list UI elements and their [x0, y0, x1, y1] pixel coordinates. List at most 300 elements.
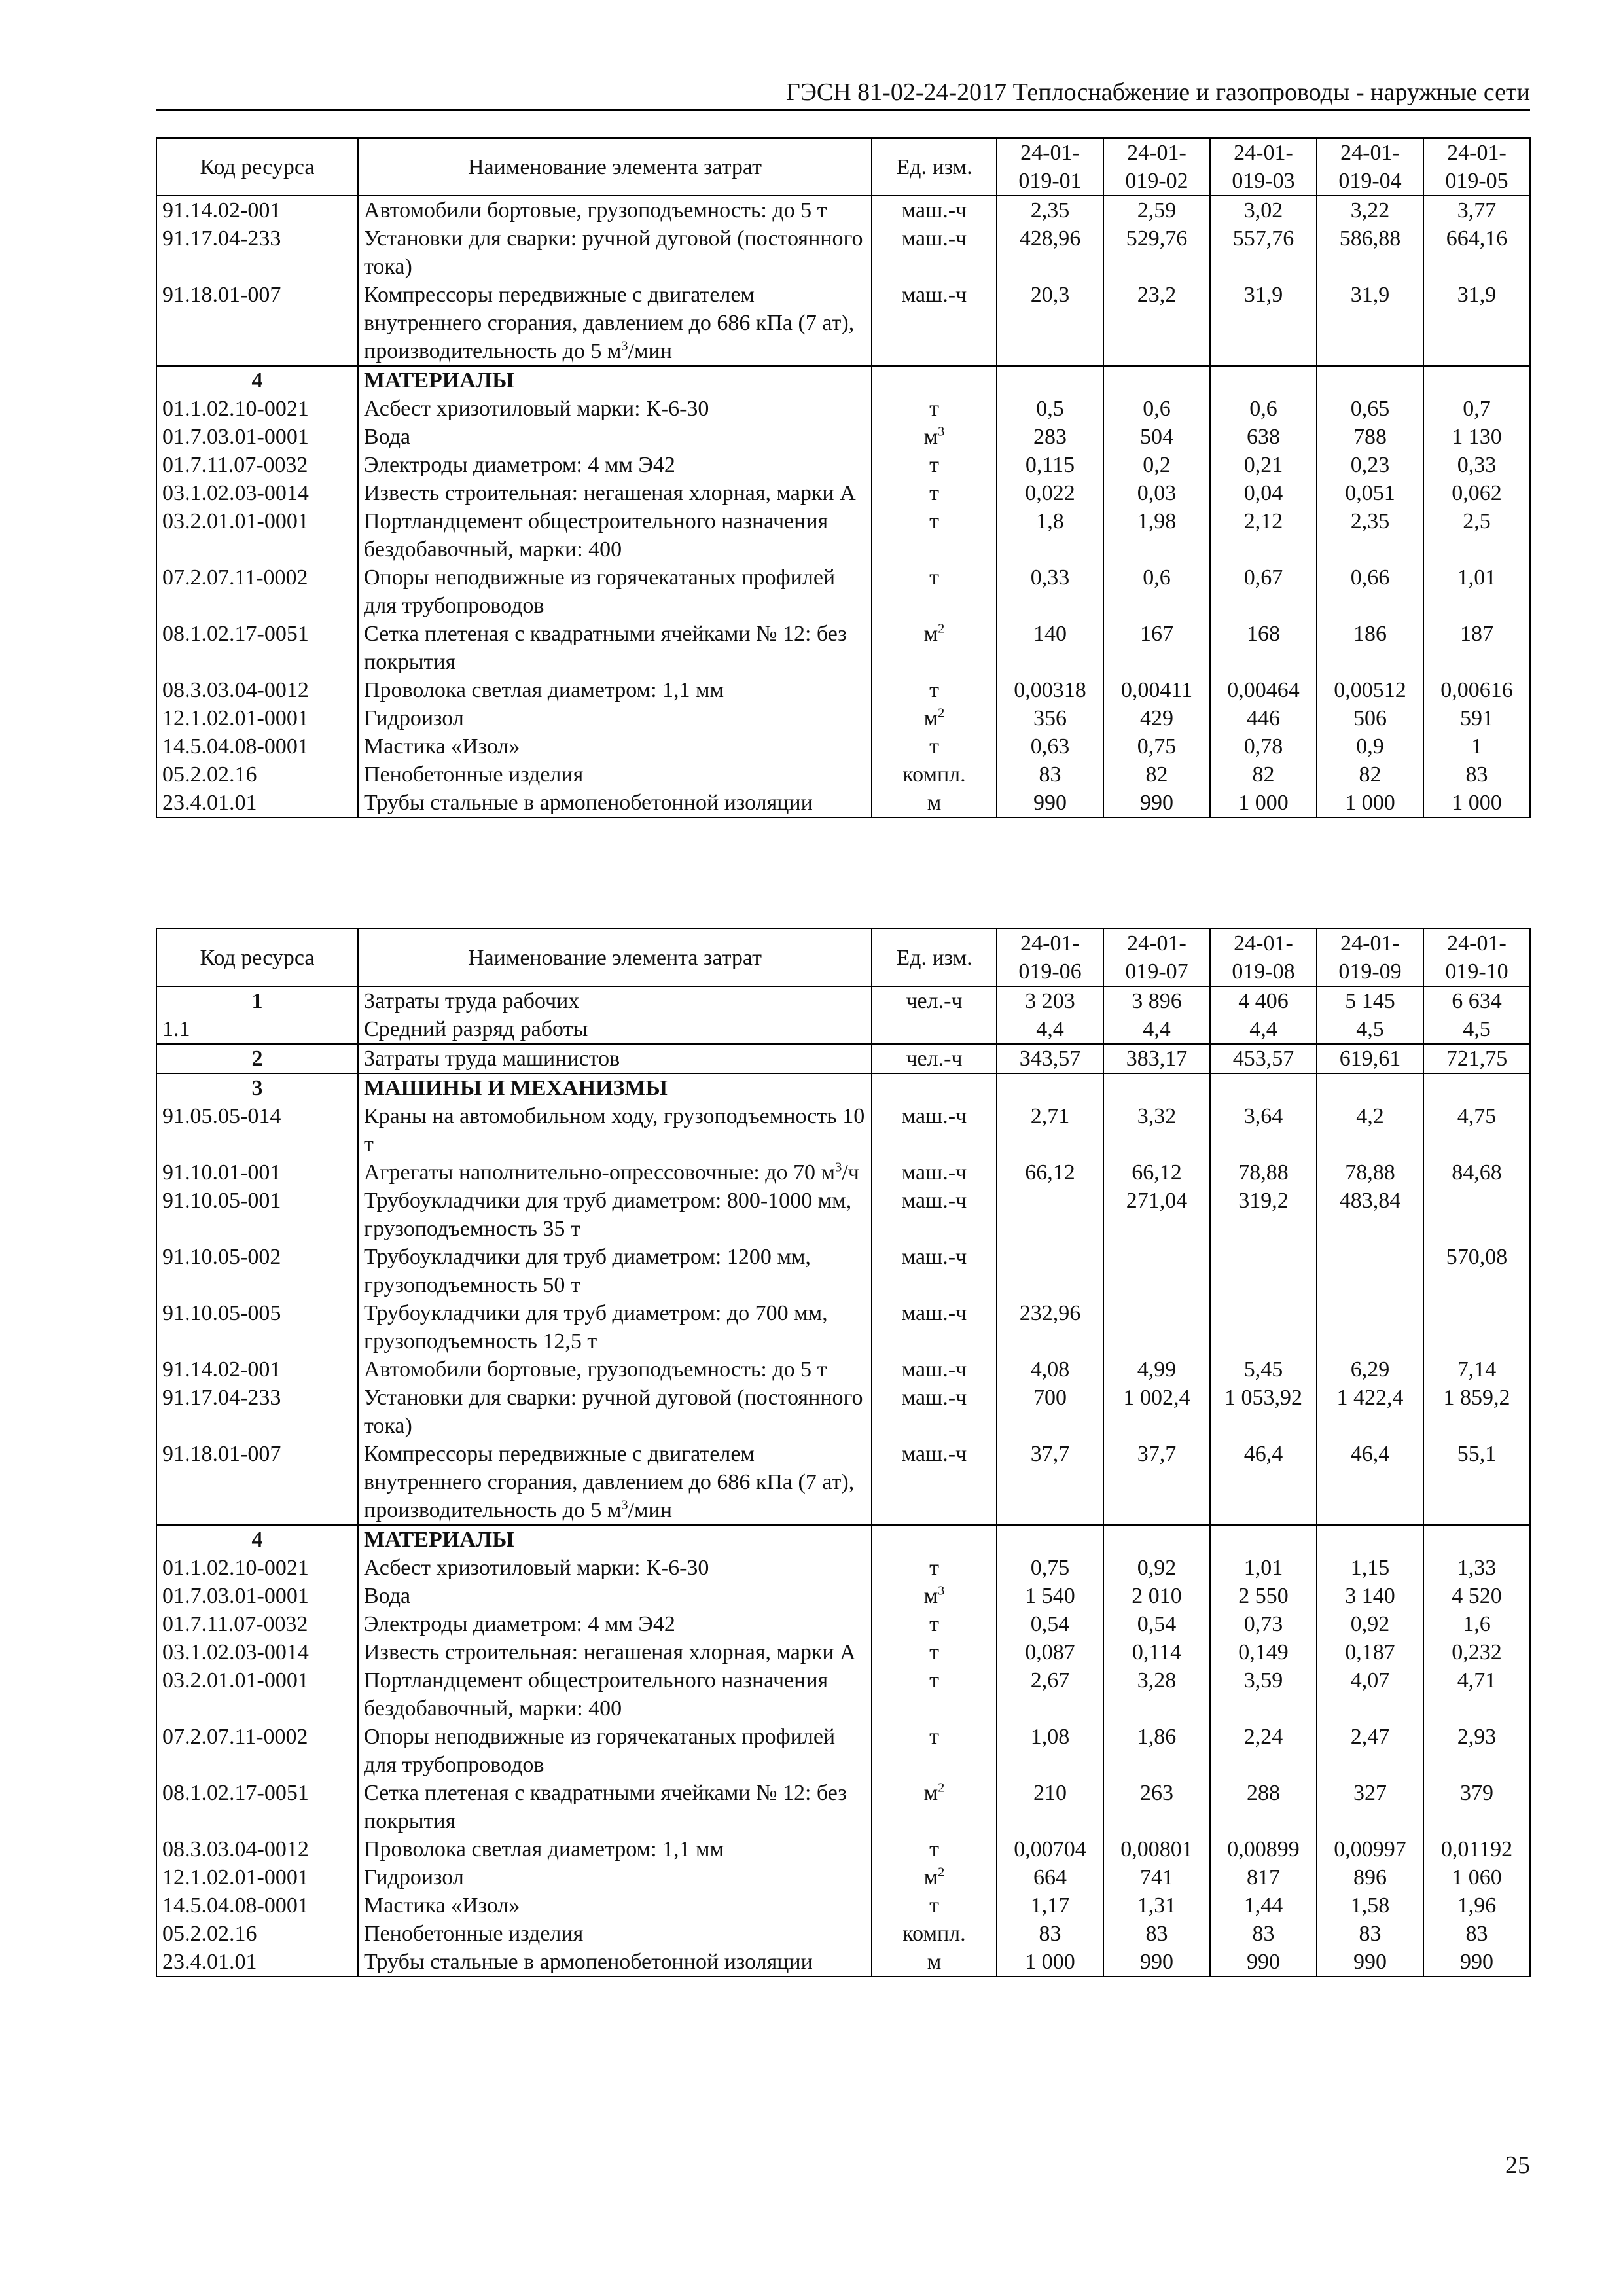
norm-value: 4,4	[997, 1015, 1103, 1044]
resource-unit: $м^2$	[872, 704, 997, 732]
resource-unit: т	[872, 1638, 997, 1666]
norm-value: 0,33	[997, 564, 1103, 620]
norm-value: 356	[997, 704, 1103, 732]
table-row	[156, 564, 1530, 620]
table-row	[156, 1666, 1530, 1723]
header-name: Наименование элемента затрат	[358, 929, 872, 986]
resource-name: Компрессоры передвижные с двигателем внутреннего сгорания, давлением до 686 кПа (7 ат), производительность до 5 $м^3$/мин	[358, 1440, 872, 1525]
norm-value: 446	[1210, 704, 1317, 732]
norm-value: 271,04	[1103, 1187, 1210, 1243]
norm-value	[1423, 1187, 1530, 1243]
resource-code: 03.1.02.03-0014	[156, 479, 358, 507]
norm-value: 2 550	[1210, 1582, 1317, 1610]
norm-value: 638	[1210, 423, 1317, 451]
norm-value: 591	[1423, 704, 1530, 732]
norm-value: 3,32	[1103, 1102, 1210, 1158]
norm-value: 0,33	[1423, 451, 1530, 479]
norm-value: 0,54	[1103, 1610, 1210, 1638]
table-row	[156, 1723, 1530, 1779]
header-norm-code: 24-01- 019-09	[1317, 929, 1423, 986]
table-row	[156, 789, 1530, 817]
resource-name: Установки для сварки: ручной дуговой (постоянного тока)	[358, 224, 872, 281]
norm-value: 0,232	[1423, 1638, 1530, 1666]
norm-value: 453,57	[1210, 1044, 1317, 1073]
resource-name: Сетка плетеная с квадратными ячейками № 12: без покрытия	[358, 1779, 872, 1835]
norm-value: 0,115	[997, 451, 1103, 479]
norm-value: 529,76	[1103, 224, 1210, 281]
resource-name: МАТЕРИАЛЫ	[358, 1525, 872, 1554]
norm-value: 1 000	[997, 1948, 1103, 1977]
norm-value: 1,8	[997, 507, 1103, 564]
norm-value: 1 002,4	[1103, 1384, 1210, 1440]
resource-code: 01.1.02.10-0021	[156, 1554, 358, 1582]
resource-name: Асбест хризотиловый марки: К-6-30	[358, 1554, 872, 1582]
resource-name: Портландцемент общестроительного назначения бездобавочный, марки: 400	[358, 1666, 872, 1723]
norm-value: 1,31	[1103, 1892, 1210, 1920]
norm-value: 0,75	[1103, 732, 1210, 761]
resource-unit: маш.-ч	[872, 196, 997, 224]
resource-table-1	[156, 137, 1531, 818]
norm-value	[1317, 1525, 1423, 1554]
norm-value: 7,14	[1423, 1355, 1530, 1384]
norm-value: 664	[997, 1863, 1103, 1892]
norm-value: 83	[1423, 761, 1530, 789]
norm-value	[997, 1243, 1103, 1299]
resource-name: Вода	[358, 1582, 872, 1610]
norm-value: 3 140	[1317, 1582, 1423, 1610]
norm-value: 2,93	[1423, 1723, 1530, 1779]
norm-value: 0,00464	[1210, 676, 1317, 704]
header-norm-code: 24-01- 019-08	[1210, 929, 1317, 986]
resource-unit: м	[872, 1948, 997, 1977]
norm-value: 83	[997, 761, 1103, 789]
resource-name: Электроды диаметром: 4 мм Э42	[358, 451, 872, 479]
norm-value: 1 000	[1210, 789, 1317, 817]
norm-value: 210	[997, 1779, 1103, 1835]
resource-unit: т	[872, 1666, 997, 1723]
resource-unit: т	[872, 479, 997, 507]
norm-value: 586,88	[1317, 224, 1423, 281]
resource-name: Автомобили бортовые, грузоподъемность: до 5 т	[358, 196, 872, 224]
norm-value: 66,12	[1103, 1158, 1210, 1187]
table-row	[156, 1948, 1530, 1977]
resource-name: Установки для сварки: ручной дуговой (постоянного тока)	[358, 1384, 872, 1440]
resource-code: 03.1.02.03-0014	[156, 1638, 358, 1666]
norm-value: 78,88	[1317, 1158, 1423, 1187]
norm-value: 1,6	[1423, 1610, 1530, 1638]
norm-value: 3,22	[1317, 196, 1423, 224]
resource-unit: маш.-ч	[872, 281, 997, 366]
table-row	[156, 1638, 1530, 1666]
table-row	[156, 1158, 1530, 1187]
table-row	[156, 1299, 1530, 1355]
norm-value	[1423, 1073, 1530, 1102]
resource-name: Затраты труда рабочих	[358, 986, 872, 1015]
resource-name: Опоры неподвижные из горячекатаных профилей для трубопроводов	[358, 1723, 872, 1779]
norm-value: 1,86	[1103, 1723, 1210, 1779]
resource-name: Опоры неподвижные из горячекатаных профилей для трубопроводов	[358, 564, 872, 620]
resource-unit	[872, 1073, 997, 1102]
norm-value: 721,75	[1423, 1044, 1530, 1073]
resource-unit: маш.-ч	[872, 1187, 997, 1243]
resource-name: Трубоукладчики для труб диаметром: 800-1000 мм, грузоподъемность 35 т	[358, 1187, 872, 1243]
norm-value: 0,6	[1210, 395, 1317, 423]
table-row	[156, 1610, 1530, 1638]
norm-value	[1317, 1299, 1423, 1355]
norm-value: 66,12	[997, 1158, 1103, 1187]
norm-value: 1,44	[1210, 1892, 1317, 1920]
norm-value: 1 000	[1317, 789, 1423, 817]
norm-value: 0,00616	[1423, 676, 1530, 704]
resource-name: Компрессоры передвижные с двигателем внутреннего сгорания, давлением до 686 кПа (7 ат), производительность до 5 $м^3$/мин	[358, 281, 872, 366]
resource-name: Пенобетонные изделия	[358, 761, 872, 789]
norm-value: 1,96	[1423, 1892, 1530, 1920]
resource-code: 4	[156, 366, 358, 395]
resource-code: 91.10.05-002	[156, 1243, 358, 1299]
norm-value: 619,61	[1317, 1044, 1423, 1073]
resource-code: 07.2.07.11-0002	[156, 564, 358, 620]
resource-code: 01.7.11.07-0032	[156, 1610, 358, 1638]
resource-unit: чел.-ч	[872, 986, 997, 1015]
norm-value: 0,9	[1317, 732, 1423, 761]
norm-value: 1	[1423, 732, 1530, 761]
table-row	[156, 732, 1530, 761]
norm-value: 0,78	[1210, 732, 1317, 761]
norm-value: 383,17	[1103, 1044, 1210, 1073]
norm-value: 4,99	[1103, 1355, 1210, 1384]
norm-value	[1103, 1525, 1210, 1554]
norm-value: 1,15	[1317, 1554, 1423, 1582]
norm-value: 4,4	[1103, 1015, 1210, 1044]
norm-value: 570,08	[1423, 1243, 1530, 1299]
resource-code: 08.1.02.17-0051	[156, 620, 358, 676]
norm-value: 167	[1103, 620, 1210, 676]
header-norm-code: 24-01- 019-01	[997, 138, 1103, 196]
table-row	[156, 196, 1530, 224]
norm-value: 1,33	[1423, 1554, 1530, 1582]
norm-value	[1103, 1243, 1210, 1299]
norm-value: 0,2	[1103, 451, 1210, 479]
resource-code: 91.14.02-001	[156, 196, 358, 224]
resource-name: Пенобетонные изделия	[358, 1920, 872, 1948]
resource-unit: м	[872, 789, 997, 817]
resource-unit: т	[872, 451, 997, 479]
norm-value: 1 422,4	[1317, 1384, 1423, 1440]
resource-code: 08.1.02.17-0051	[156, 1779, 358, 1835]
norm-value: 990	[997, 789, 1103, 817]
norm-value: 4,2	[1317, 1102, 1423, 1158]
norm-value: 46,4	[1210, 1440, 1317, 1525]
table-row	[156, 1440, 1530, 1525]
norm-value: 0,75	[997, 1554, 1103, 1582]
resource-unit: $м^2$	[872, 620, 997, 676]
header-norm-code: 24-01- 019-06	[997, 929, 1103, 986]
resource-unit	[872, 1525, 997, 1554]
norm-value: 31,9	[1210, 281, 1317, 366]
table-row	[156, 761, 1530, 789]
resource-code: 05.2.02.16	[156, 761, 358, 789]
table-row	[156, 395, 1530, 423]
norm-value: 319,2	[1210, 1187, 1317, 1243]
norm-value	[1210, 366, 1317, 395]
norm-value: 1 060	[1423, 1863, 1530, 1892]
norm-value	[1103, 366, 1210, 395]
norm-value: 3,59	[1210, 1666, 1317, 1723]
resource-code: 14.5.04.08-0001	[156, 732, 358, 761]
norm-value: 6 634	[1423, 986, 1530, 1015]
norm-value: 2,24	[1210, 1723, 1317, 1779]
norm-value: 78,88	[1210, 1158, 1317, 1187]
norm-value	[1210, 1073, 1317, 1102]
norm-value: 1 053,92	[1210, 1384, 1317, 1440]
resource-code: 2	[156, 1044, 358, 1073]
resource-name: Известь строительная: негашеная хлорная, марки А	[358, 479, 872, 507]
norm-value: 483,84	[1317, 1187, 1423, 1243]
norm-value: 0,187	[1317, 1638, 1423, 1666]
norm-value	[997, 1073, 1103, 1102]
table-row	[156, 1582, 1530, 1610]
norm-value: 37,7	[997, 1440, 1103, 1525]
resource-unit: маш.-ч	[872, 1243, 997, 1299]
resource-unit: $м^2$	[872, 1779, 997, 1835]
resource-unit: т	[872, 1554, 997, 1582]
resource-name: Гидроизол	[358, 1863, 872, 1892]
norm-value: 1 130	[1423, 423, 1530, 451]
resource-code: 12.1.02.01-0001	[156, 704, 358, 732]
norm-value: 0,062	[1423, 479, 1530, 507]
norm-value: 0,00704	[997, 1835, 1103, 1863]
resource-unit: т	[872, 676, 997, 704]
resource-code: 4	[156, 1525, 358, 1554]
resource-name: Гидроизол	[358, 704, 872, 732]
norm-value	[1103, 1299, 1210, 1355]
resource-name: Затраты труда машинистов	[358, 1044, 872, 1073]
norm-value: 506	[1317, 704, 1423, 732]
norm-value: 186	[1317, 620, 1423, 676]
resource-unit: маш.-ч	[872, 1440, 997, 1525]
norm-value: 990	[1317, 1948, 1423, 1977]
norm-value: 0,92	[1317, 1610, 1423, 1638]
resource-name: Известь строительная: негашеная хлорная, марки А	[358, 1638, 872, 1666]
resource-code: 08.3.03.04-0012	[156, 1835, 358, 1863]
norm-value: 5,45	[1210, 1355, 1317, 1384]
norm-value	[1423, 366, 1530, 395]
resource-name: Мастика «Изол»	[358, 1892, 872, 1920]
norm-value	[1317, 1073, 1423, 1102]
resource-code: 14.5.04.08-0001	[156, 1892, 358, 1920]
norm-value: 896	[1317, 1863, 1423, 1892]
norm-value: 4 520	[1423, 1582, 1530, 1610]
norm-value: 817	[1210, 1863, 1317, 1892]
norm-value: 4,4	[1210, 1015, 1317, 1044]
table-row	[156, 620, 1530, 676]
resource-name: Автомобили бортовые, грузоподъемность: до 5 т	[358, 1355, 872, 1384]
norm-value: 1 859,2	[1423, 1384, 1530, 1440]
header-norm-code: 24-01- 019-10	[1423, 929, 1530, 986]
resource-unit: т	[872, 1892, 997, 1920]
norm-value	[1210, 1525, 1317, 1554]
norm-value: 82	[1103, 761, 1210, 789]
resource-unit: маш.-ч	[872, 1158, 997, 1187]
resource-code: 12.1.02.01-0001	[156, 1863, 358, 1892]
resource-name: Мастика «Изол»	[358, 732, 872, 761]
norm-value: 0,00411	[1103, 676, 1210, 704]
norm-value: 343,57	[997, 1044, 1103, 1073]
table-row	[156, 1355, 1530, 1384]
resource-unit	[872, 366, 997, 395]
table-row	[156, 224, 1530, 281]
norm-value: 3,77	[1423, 196, 1530, 224]
norm-value: 990	[1103, 1948, 1210, 1977]
norm-value: 4,5	[1317, 1015, 1423, 1044]
norm-value: 990	[1423, 1948, 1530, 1977]
norm-value: 1,98	[1103, 507, 1210, 564]
resource-unit: маш.-ч	[872, 1299, 997, 1355]
norm-value: 0,04	[1210, 479, 1317, 507]
norm-value: 0,051	[1317, 479, 1423, 507]
table-row	[156, 704, 1530, 732]
norm-value	[997, 1525, 1103, 1554]
header-unit: Ед. изм.	[872, 929, 997, 986]
resource-code: 91.18.01-007	[156, 1440, 358, 1525]
norm-value: 55,1	[1423, 1440, 1530, 1525]
norm-value	[1423, 1299, 1530, 1355]
norm-value: 1,01	[1210, 1554, 1317, 1582]
norm-value: 1,08	[997, 1723, 1103, 1779]
resource-name: Проволока светлая диаметром: 1,1 мм	[358, 676, 872, 704]
header-code: Код ресурса	[156, 138, 358, 196]
header-code: Код ресурса	[156, 929, 358, 986]
resource-unit: маш.-ч	[872, 224, 997, 281]
table-row	[156, 451, 1530, 479]
norm-value: 379	[1423, 1779, 1530, 1835]
resource-unit: маш.-ч	[872, 1102, 997, 1158]
resource-code: 23.4.01.01	[156, 1948, 358, 1977]
header-norm-code: 24-01- 019-03	[1210, 138, 1317, 196]
norm-value: 3,02	[1210, 196, 1317, 224]
norm-value: 429	[1103, 704, 1210, 732]
norm-value	[1103, 1073, 1210, 1102]
table-row	[156, 1554, 1530, 1582]
norm-value: 0,65	[1317, 395, 1423, 423]
resource-name: Трубоукладчики для труб диаметром: 1200 мм, грузоподъемность 50 т	[358, 1243, 872, 1299]
resource-code: 1.1	[156, 1015, 358, 1044]
norm-value: 84,68	[1423, 1158, 1530, 1187]
norm-value: 0,01192	[1423, 1835, 1530, 1863]
norm-value: 2,35	[1317, 507, 1423, 564]
section-row	[156, 1044, 1530, 1073]
table-row	[156, 1187, 1530, 1243]
norm-value: 0,7	[1423, 395, 1530, 423]
norm-value: 0,5	[997, 395, 1103, 423]
resource-code: 01.7.03.01-0001	[156, 1582, 358, 1610]
table-row	[156, 281, 1530, 366]
resource-unit	[872, 1015, 997, 1044]
norm-value: 1,17	[997, 1892, 1103, 1920]
resource-unit: маш.-ч	[872, 1355, 997, 1384]
norm-value: 0,00318	[997, 676, 1103, 704]
resource-unit: маш.-ч	[872, 1384, 997, 1440]
resource-unit: чел.-ч	[872, 1044, 997, 1073]
norm-value	[1210, 1243, 1317, 1299]
resource-name: Электроды диаметром: 4 мм Э42	[358, 1610, 872, 1638]
norm-value: 187	[1423, 620, 1530, 676]
norm-value: 168	[1210, 620, 1317, 676]
resource-code: 91.10.05-005	[156, 1299, 358, 1355]
resource-name: Краны на автомобильном ходу, грузоподъемность 10 т	[358, 1102, 872, 1158]
norm-value: 37,7	[1103, 1440, 1210, 1525]
norm-value: 0,149	[1210, 1638, 1317, 1666]
norm-value: 83	[1210, 1920, 1317, 1948]
resource-name: Портландцемент общестроительного назначения бездобавочный, марки: 400	[358, 507, 872, 564]
resource-code: 03.2.01.01-0001	[156, 507, 358, 564]
norm-value: 990	[1210, 1948, 1317, 1977]
norm-value: 4 406	[1210, 986, 1317, 1015]
norm-value: 1,01	[1423, 564, 1530, 620]
resource-name: Трубы стальные в армопенобетонной изоляции	[358, 789, 872, 817]
resource-code: 91.10.01-001	[156, 1158, 358, 1187]
norm-value: 4,75	[1423, 1102, 1530, 1158]
table-row	[156, 1835, 1530, 1863]
norm-value: 140	[997, 620, 1103, 676]
norm-value: 3,64	[1210, 1102, 1317, 1158]
norm-value: 283	[997, 423, 1103, 451]
norm-value	[1317, 1243, 1423, 1299]
norm-value: 0,66	[1317, 564, 1423, 620]
norm-value: 4,07	[1317, 1666, 1423, 1723]
table-row	[156, 423, 1530, 451]
norm-value: 83	[1423, 1920, 1530, 1948]
section-row	[156, 1073, 1530, 1102]
norm-value: 0,00512	[1317, 676, 1423, 704]
norm-value: 46,4	[1317, 1440, 1423, 1525]
header-norm-code: 24-01- 019-04	[1317, 138, 1423, 196]
norm-value: 0,6	[1103, 395, 1210, 423]
norm-value: 5 145	[1317, 986, 1423, 1015]
resource-name: МАШИНЫ И МЕХАНИЗМЫ	[358, 1073, 872, 1102]
resource-name: Агрегаты наполнительно-опрессовочные: до 70 $м^3/ч$	[358, 1158, 872, 1187]
table-row	[156, 1243, 1530, 1299]
norm-value: 232,96	[997, 1299, 1103, 1355]
resource-code: 91.10.05-001	[156, 1187, 358, 1243]
norm-value: 0,022	[997, 479, 1103, 507]
resource-name: Сетка плетеная с квадратными ячейками № 12: без покрытия	[358, 620, 872, 676]
norm-value: 82	[1210, 761, 1317, 789]
header-norm-code: 24-01- 019-02	[1103, 138, 1210, 196]
norm-value: 0,67	[1210, 564, 1317, 620]
norm-value: 3 896	[1103, 986, 1210, 1015]
section-row	[156, 1525, 1530, 1554]
norm-value: 990	[1103, 789, 1210, 817]
norm-value: 700	[997, 1384, 1103, 1440]
resource-unit: $м^2$	[872, 1863, 997, 1892]
norm-value	[997, 1187, 1103, 1243]
norm-value: 83	[1317, 1920, 1423, 1948]
table-row	[156, 1920, 1530, 1948]
norm-value: 0,21	[1210, 451, 1317, 479]
resource-name: Трубы стальные в армопенобетонной изоляции	[358, 1948, 872, 1977]
norm-value: 0,00899	[1210, 1835, 1317, 1863]
norm-value: 557,76	[1210, 224, 1317, 281]
norm-value: 31,9	[1423, 281, 1530, 366]
table-row	[156, 1863, 1530, 1892]
section-row	[156, 366, 1530, 395]
resource-code: 03.2.01.01-0001	[156, 1666, 358, 1723]
resource-name: МАТЕРИАЛЫ	[358, 366, 872, 395]
norm-value: 288	[1210, 1779, 1317, 1835]
norm-value: 20,3	[997, 281, 1103, 366]
header-name: Наименование элемента затрат	[358, 138, 872, 196]
